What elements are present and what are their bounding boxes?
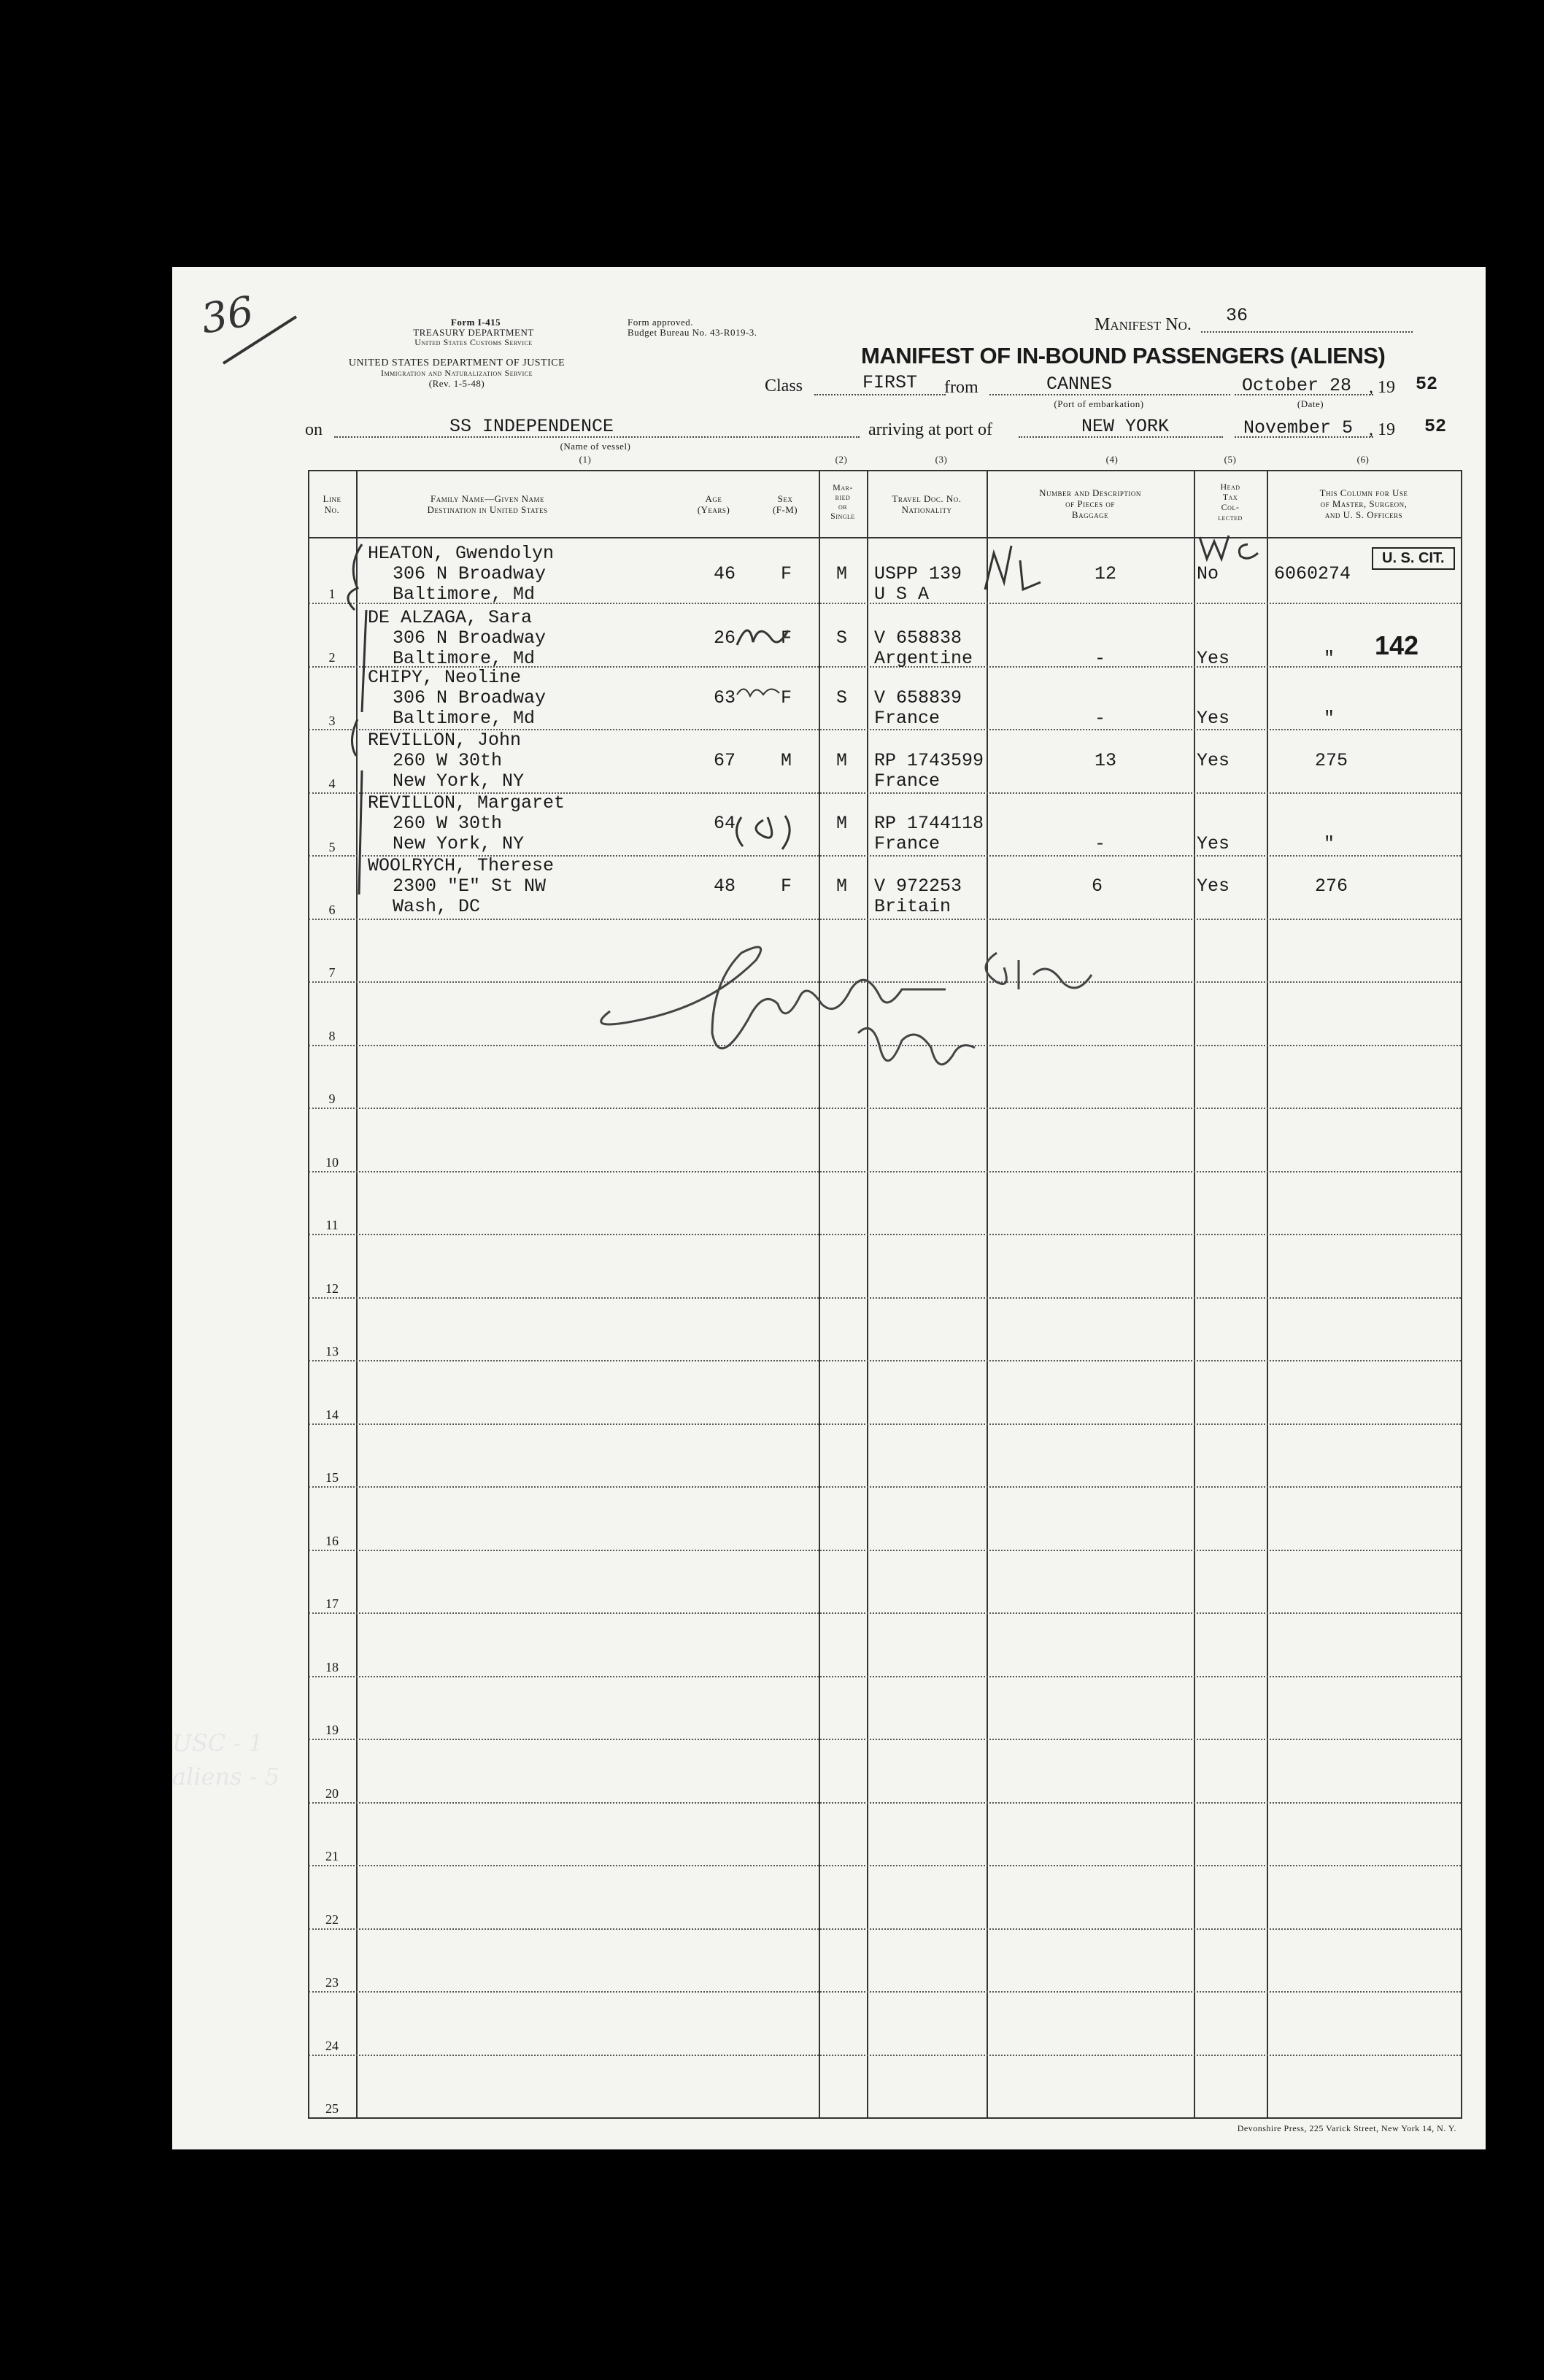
customs-service: United States Customs Service [414,337,533,347]
passenger-name: REVILLON, John [368,730,522,751]
passenger-head-tax: Yes [1197,876,1230,897]
col-num-3: (3) [935,454,948,465]
passenger-marital: M [836,563,848,584]
line-number: 12 [325,1281,339,1296]
passenger-sex: F [781,563,792,584]
from-value: CANNES [1046,374,1113,395]
line-number: 24 [325,2039,339,2053]
passenger-name: DE ALZAGA, Sara [368,607,533,628]
line-number: 2 [328,650,336,665]
row-divider [309,2055,1461,2056]
passenger-marital: S [836,627,848,649]
row-divider [309,1928,1461,1930]
handwritten-sex-mark-row3 [734,680,785,702]
passenger-marital: M [836,813,848,834]
col-num-6: (6) [1356,454,1370,465]
manifest-no-value: 36 [1226,305,1248,326]
passenger-baggage: - [1095,833,1106,854]
passenger-name: CHIPY, Neoline [368,667,522,688]
passenger-sex: F [781,687,792,708]
line-number: 7 [328,965,336,980]
passenger-head-tax: Yes [1197,708,1230,729]
passenger-head-tax: Yes [1197,750,1230,771]
header-age: Age (Years) [697,493,730,515]
col-num-5: (5) [1224,454,1237,465]
class-line [814,394,946,395]
embark-year-prefix: , 19 [1369,378,1395,397]
line-number: 5 [328,840,336,854]
dept-treasury: TREASURY DEPARTMENT [413,327,534,338]
handwritten-page-number: 36 [197,287,258,344]
line-number: 21 [325,1849,339,1863]
embark-date: October 28 [1242,375,1352,396]
passenger-doc: RP 1744118 [874,813,984,834]
passenger-head-tax: Yes [1197,648,1230,669]
row-divider [309,1360,1461,1361]
passenger-age: 63 [714,687,736,708]
header-officers: This Column for Use of Master, Surgeon, and U. S. Officers [1319,487,1408,520]
handwritten-sex-mark-row2 [734,616,792,652]
manifest-no-line [1201,331,1413,333]
col-border [308,470,309,2119]
line-number: 8 [328,1029,336,1043]
passenger-nationality: U S A [874,584,930,605]
passenger-head-tax: Yes [1197,833,1230,854]
passenger-city: Baltimore, Md [393,584,536,605]
row-divider [309,1234,1461,1235]
dept-justice: UNITED STATES DEPARTMENT OF JUSTICE [348,358,566,368]
arriving-label: arriving at port of [868,420,992,439]
passenger-officer-note: " [1324,833,1335,854]
line-number: 22 [325,1912,339,1927]
line-number: 10 [325,1155,339,1170]
passenger-doc: V 658838 [874,627,962,649]
us-citizen-stamp: U. S. CIT. [1372,547,1455,570]
row-divider [309,1486,1461,1488]
line-number: 25 [325,2101,339,2116]
line-number: 1 [328,587,336,601]
passenger-age: 26 [714,627,736,649]
header-travel-doc: Travel Doc. No. Nationality [892,493,962,515]
col-border [1194,470,1195,2119]
arrival-year: 52 [1424,416,1447,437]
passenger-address: 260 W 30th [393,750,503,771]
handwritten-bracket-marks [333,537,391,916]
col-num-1: (1) [579,454,592,465]
header-line: Line No. [323,493,341,515]
passenger-baggage: 6 [1092,876,1103,897]
date-caption: (Date) [1297,398,1324,409]
line-number: 23 [325,1975,339,1990]
row-divider [309,1865,1461,1866]
row-divider [309,1423,1461,1425]
line-number: 9 [328,1092,336,1106]
line-number: 14 [325,1407,339,1422]
margin-note-usc: USC - 1 [172,1729,263,1757]
handwritten-sex-mark-row5 [734,810,800,854]
passenger-name: REVILLON, Margaret [368,792,566,814]
row-divider [309,1676,1461,1677]
table-header-border [308,537,1462,538]
passenger-city: Baltimore, Md [393,708,536,729]
passenger-address: 306 N Broadway [393,687,547,708]
page-number: 142 [1375,630,1419,660]
passenger-address: 260 W 30th [393,813,503,834]
passenger-marital: S [836,687,848,708]
passenger-age: 46 [714,563,736,584]
margin-note-aliens: aliens - 5 [172,1763,280,1790]
passenger-city: Wash, DC [393,896,481,917]
passenger-doc: V 658839 [874,687,962,708]
passenger-baggage: 13 [1095,750,1117,771]
header-married: Mar- ried or Single [830,482,855,521]
row-divider [309,1739,1461,1740]
passenger-age: 48 [714,876,736,897]
col-num-2: (2) [835,454,848,465]
line-number: 18 [325,1660,339,1674]
line-number: 6 [328,903,336,917]
date-line [1235,394,1373,395]
passenger-age: 64 [714,813,736,834]
passenger-doc: V 972253 [874,876,962,897]
vessel-caption: (Name of vessel) [560,441,631,452]
manifest-title: MANIFEST OF IN-BOUND PASSENGERS (ALIENS) [861,343,1386,368]
row-divider [309,1171,1461,1172]
col-border [987,470,988,2119]
budget-bureau: Budget Bureau No. 43-R019-3. [628,327,757,338]
signature [566,909,1135,1099]
row-divider [309,1802,1461,1804]
line-number: 3 [328,714,336,728]
port-caption: (Port of embarkation) [1054,398,1144,409]
row-divider [309,1991,1461,1993]
line-number: 19 [325,1723,339,1737]
header-baggage: Number and Description of Pieces of Baggage [1039,487,1141,520]
vessel-name: SS INDEPENDENCE [449,416,614,437]
passenger-name: WOOLRYCH, Therese [368,855,555,876]
passenger-city: Baltimore, Md [393,648,536,669]
line-number: 13 [325,1344,339,1359]
passenger-marital: M [836,876,848,897]
row-divider [309,1297,1461,1299]
passenger-city: New York, NY [393,833,525,854]
passenger-sex: M [781,750,792,771]
passenger-sex: F [781,876,792,897]
arrival-port: NEW YORK [1081,416,1170,437]
row-divider [309,1108,1461,1109]
passenger-name: HEATON, Gwendolyn [368,543,555,564]
arrival-date: November 5 [1243,417,1354,438]
line-number: 4 [328,776,336,791]
from-label: from [944,378,978,397]
class-value: FIRST [862,372,918,393]
handwritten-slash [216,311,304,369]
line-number: 11 [325,1218,339,1232]
col-border [867,470,868,2119]
passenger-officer-note: 275 [1315,750,1348,771]
handwritten-initials-row1 [979,538,1045,597]
row-divider [309,1612,1461,1614]
row-divider [309,1550,1461,1551]
passenger-head-tax: No [1197,563,1219,584]
passenger-nationality: Argentine [874,648,973,669]
manifest-page [172,267,1486,2149]
manifest-no-label: Manifest No. [1095,315,1192,334]
passenger-address: 306 N Broadway [393,563,547,584]
passenger-marital: M [836,750,848,771]
passenger-baggage: 12 [1095,563,1117,584]
embark-year: 52 [1416,374,1438,395]
printer-credit: Devonshire Press, 225 Varick Street, New York 14, N. Y. [1237,2123,1456,2133]
header-sex: Sex (F-M) [772,493,798,515]
passenger-age: 67 [714,750,736,771]
passenger-city: New York, NY [393,770,525,792]
line-number: 17 [325,1596,339,1611]
col-border [1461,470,1462,2119]
passenger-doc: RP 1743599 [874,750,984,771]
passenger-nationality: Britain [874,896,952,917]
header-head-tax: Head Tax Col- lected [1218,482,1243,522]
passenger-doc: USPP 139 [874,563,962,584]
col-num-4: (4) [1105,454,1119,465]
arrival-year-prefix: , 19 [1369,420,1395,439]
passenger-baggage: - [1095,648,1106,669]
passenger-nationality: France [874,708,941,729]
handwritten-we-mark [1197,530,1277,566]
passenger-officer-note: 6060274 [1274,563,1351,584]
table-top-border [308,470,1462,471]
ins-service: Immigration and Naturalization Service [380,368,533,378]
passenger-address: 306 N Broadway [393,627,547,649]
form-number: Form I-415 [450,317,501,328]
passenger-address: 2300 "E" St NW [393,876,547,897]
passenger-officer-note: 276 [1315,876,1348,897]
form-revision: (Rev. 1-5-48) [428,378,485,389]
passenger-nationality: France [874,833,941,854]
col-border [819,470,820,2119]
line-number: 20 [325,1786,339,1801]
passenger-nationality: France [874,770,941,792]
table-bottom-border [308,2117,1462,2119]
line-number: 15 [325,1470,339,1485]
header-name: Family Name—Given Name Destination in United States [427,493,548,515]
class-label: Class [765,376,803,395]
passenger-sex: F [781,627,792,649]
passenger-officer-note: " [1324,708,1335,729]
passenger-officer-note: " [1324,648,1335,669]
line-number: 16 [325,1534,339,1548]
passenger-baggage: - [1095,708,1106,729]
on-label: on [305,420,323,439]
form-approved: Form approved. [628,317,694,328]
col-border [1267,470,1268,2119]
